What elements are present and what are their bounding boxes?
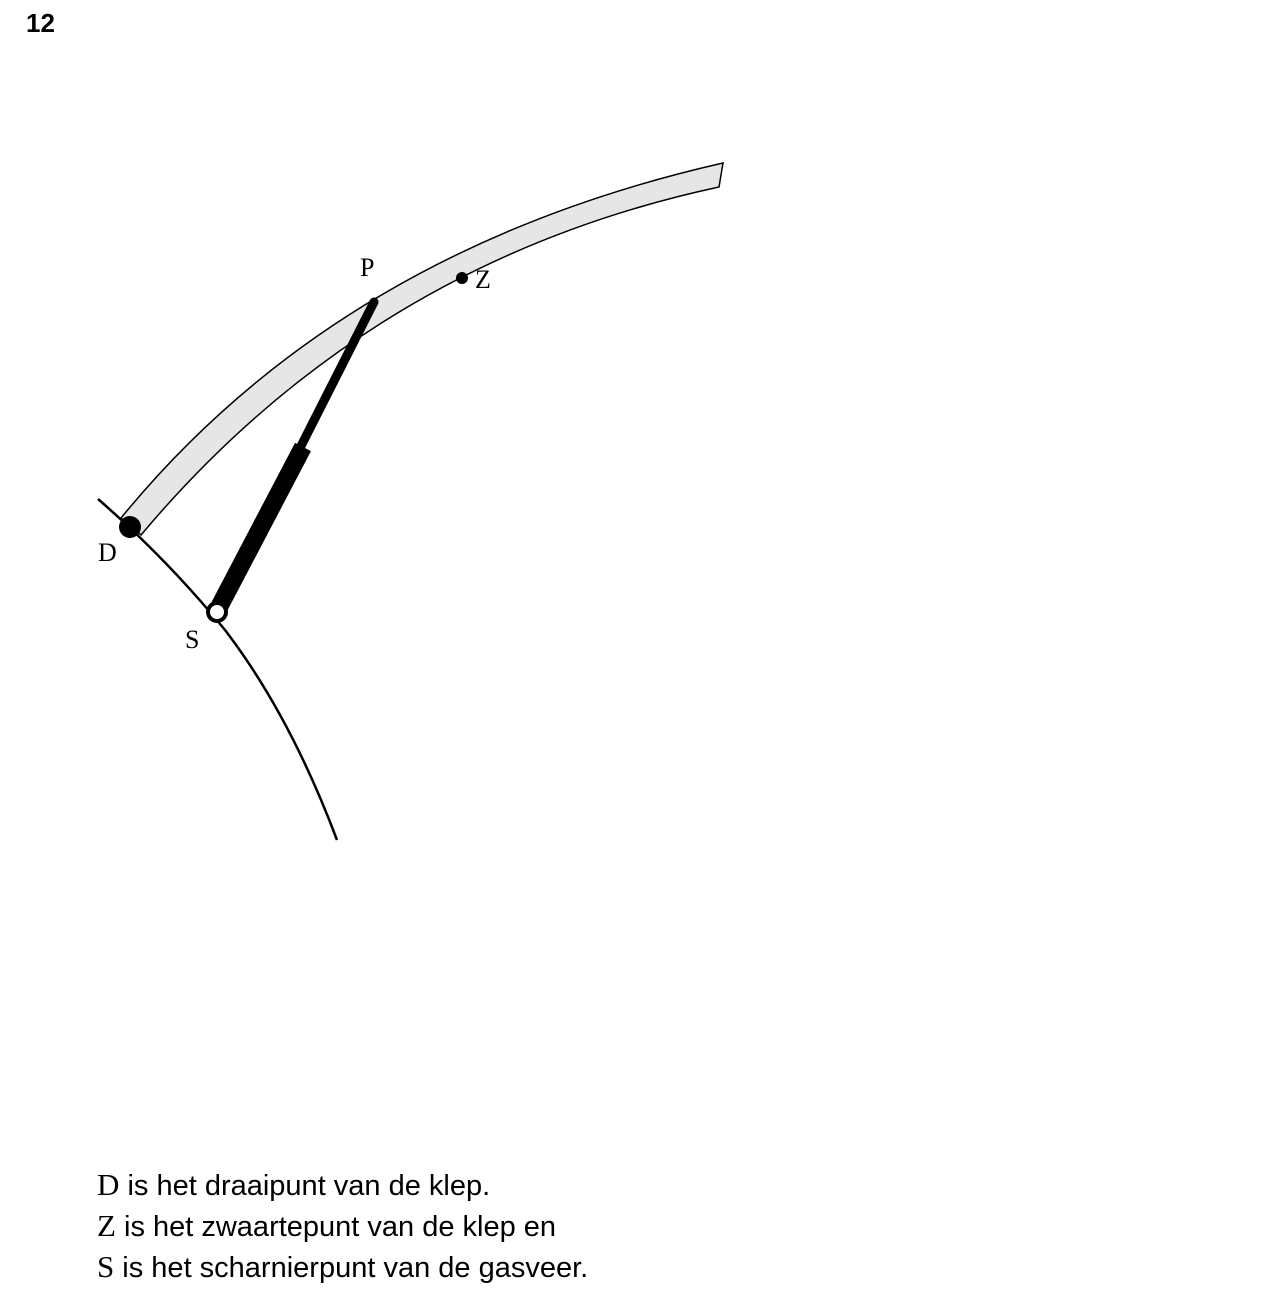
page-number: 12	[26, 8, 55, 38]
caption	[97, 1165, 588, 1288]
label-s: S	[185, 625, 200, 654]
caption-symbol: Z	[97, 1208, 116, 1243]
caption-text: is het draaipunt van de klep.	[119, 1170, 491, 1202]
flap	[121, 163, 723, 535]
caption-line-s	[97, 1247, 588, 1288]
hinge-point-s	[208, 603, 226, 621]
caption-line-d	[97, 1165, 588, 1206]
label-d: D	[98, 538, 117, 567]
caption-symbol: S	[97, 1249, 115, 1284]
caption-line-z	[97, 1206, 588, 1247]
pivot-point-d	[119, 516, 141, 538]
centre-of-gravity-z	[456, 272, 468, 284]
gas-spring-cylinder	[217, 447, 303, 611]
body-contour	[98, 499, 337, 840]
label-z: Z	[475, 265, 491, 294]
label-p: P	[360, 253, 375, 282]
caption-text: is het zwaartepunt van de klep en	[115, 1211, 557, 1243]
caption-text: is het scharnierpunt van de gasveer.	[114, 1252, 589, 1284]
caption-symbol: D	[97, 1167, 120, 1202]
